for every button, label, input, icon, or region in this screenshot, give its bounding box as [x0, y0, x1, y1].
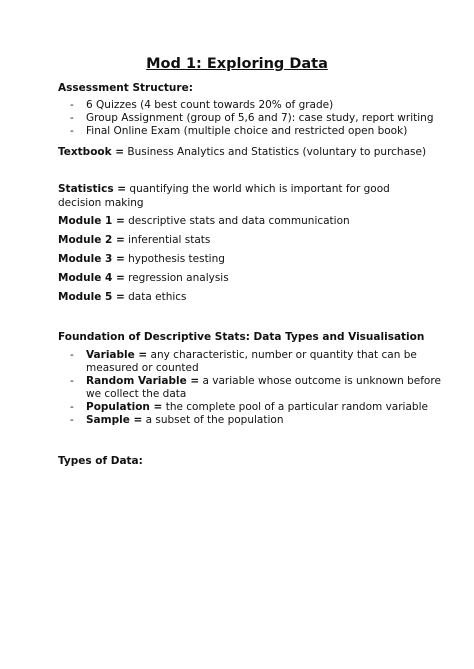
module-line: [58, 233, 210, 247]
page-title: Mod 1: Exploring Data: [146, 56, 328, 72]
definition-continuation: we collect the data: [86, 388, 187, 400]
textbook-text: Business Analytics and Statistics (voluntary to purchase): [124, 146, 427, 158]
definition-continuation: measured or counted: [86, 362, 199, 374]
list-item: [86, 400, 428, 414]
module-text: hypothesis testing: [124, 253, 225, 265]
module-text: data ethics: [124, 291, 187, 303]
foundation-heading: Foundation of Descriptive Stats: Data Types and Visualisation: [58, 331, 425, 343]
module-line: [58, 290, 187, 304]
module-line: [58, 214, 350, 228]
module-label: Module 1 =: [58, 215, 125, 227]
list-bullet: -: [70, 375, 74, 387]
module-text: regression analysis: [124, 272, 229, 284]
types-of-data-heading: Types of Data:: [58, 455, 143, 467]
list-item: Final Online Exam (multiple choice and restricted open book): [86, 125, 408, 137]
list-bullet: -: [70, 414, 74, 426]
definition-text: any characteristic, number or quantity that can be: [147, 349, 417, 361]
assessment-heading: Assessment Structure:: [58, 82, 193, 94]
textbook-line: [58, 145, 426, 159]
statistics-text: quantifying the world which is important for good decision making: [58, 183, 390, 209]
definition-term: Population =: [86, 401, 163, 413]
list-item: [86, 374, 441, 388]
module-line: [58, 271, 229, 285]
statistics-label: Statistics =: [58, 183, 127, 195]
list-item: Group Assignment (group of 5,6 and 7): case study, report writing: [86, 112, 434, 124]
list-bullet: -: [70, 125, 74, 137]
list-item: 6 Quizzes (4 best count towards 20% of grade): [86, 99, 334, 111]
module-label: Module 5 =: [58, 291, 125, 303]
module-label: Module 4 =: [58, 272, 125, 284]
module-label: Module 3 =: [58, 253, 125, 265]
definition-term: Sample =: [86, 414, 143, 426]
module-line: [58, 252, 225, 266]
list-bullet: -: [70, 401, 74, 413]
list-item: [86, 413, 283, 427]
definition-text: a variable whose outcome is unknown before: [199, 375, 441, 387]
definition-term: Random Variable =: [86, 375, 200, 387]
definition-text: the complete pool of a particular random variable: [162, 401, 428, 413]
module-text: descriptive stats and data communication: [124, 215, 350, 227]
list-item: [86, 348, 417, 362]
definition-term: Variable =: [86, 349, 148, 361]
list-bullet: -: [70, 349, 74, 361]
textbook-label: Textbook =: [58, 146, 125, 158]
list-bullet: -: [70, 99, 74, 111]
list-bullet: -: [70, 112, 74, 124]
module-text: inferential stats: [124, 234, 211, 246]
module-label: Module 2 =: [58, 234, 125, 246]
statistics-definition: [58, 182, 418, 210]
definition-text: a subset of the population: [142, 414, 284, 426]
